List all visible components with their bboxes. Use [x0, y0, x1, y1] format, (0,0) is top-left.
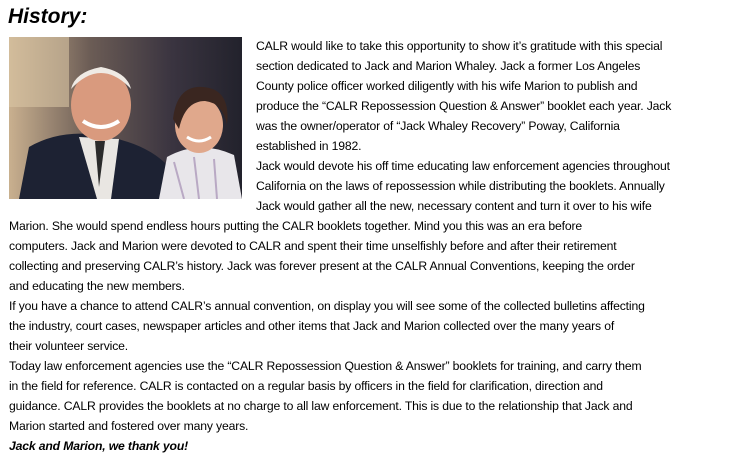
paragraph-line: California on the laws of repossession while distributing the booklets. Annually [256, 179, 665, 193]
photo-icon [9, 37, 242, 199]
paragraph-line: and educating the new members. [9, 279, 185, 293]
paragraph-line: computers. Jack and Marion were devoted to CALR and spent their time unselfishly before and after their retirement [9, 239, 617, 253]
paragraph-line: the industry, court cases, newspaper articles and other items that Jack and Marion collected over the many years of [9, 319, 615, 333]
page-heading: History: [8, 5, 88, 28]
closing-line: Jack and Marion, we thank you! [9, 439, 189, 453]
paragraph-line: County police officer worked diligently with his wife Marion to publish and [256, 79, 638, 93]
paragraph-line: established in 1982. [256, 139, 362, 153]
paragraph-line: Marion. She would spend endless hours putting the CALR booklets together. Mind you this was an era before [9, 219, 582, 233]
paragraph-line: Marion started and fostered over many years. [9, 419, 249, 433]
photo-of-jack-and-marion-whaley [9, 37, 242, 199]
paragraph-line: produce the “CALR Repossession Question & Answer” booklet each year. Jack [256, 99, 672, 113]
paragraph-line: was the owner/operator of “Jack Whaley Recovery” Poway, California [256, 119, 620, 133]
paragraph-line: Today law enforcement agencies use the “CALR Repossession Question & Answer” booklets for training, and carry them [9, 359, 642, 373]
paragraph-line: collecting and preserving CALR’s history. Jack was forever present at the CALR Annual Conventions, keeping the order [9, 259, 635, 273]
paragraph-line: section dedicated to Jack and Marion Whaley. Jack a former Los Angeles [256, 59, 641, 73]
paragraph-line: CALR would like to take this opportunity to show it’s gratitude with this special [256, 39, 663, 53]
paragraph-line: Jack would gather all the new, necessary content and turn it over to his wife [256, 199, 652, 213]
paragraph-line: their volunteer service. [9, 339, 129, 353]
paragraph-line: If you have a chance to attend CALR’s annual convention, on display you will see some of the collected bulletins affecting [9, 299, 645, 313]
paragraph-line: guidance. CALR provides the booklets at no charge to all law enforcement. This is due to the relationship that Jack and [9, 399, 633, 413]
paragraph-line: Jack would devote his off time educating law enforcement agencies throughout [256, 159, 670, 173]
paragraph-line: in the field for reference. CALR is contacted on a regular basis by officers in the field for clarification, direction and [9, 379, 603, 393]
